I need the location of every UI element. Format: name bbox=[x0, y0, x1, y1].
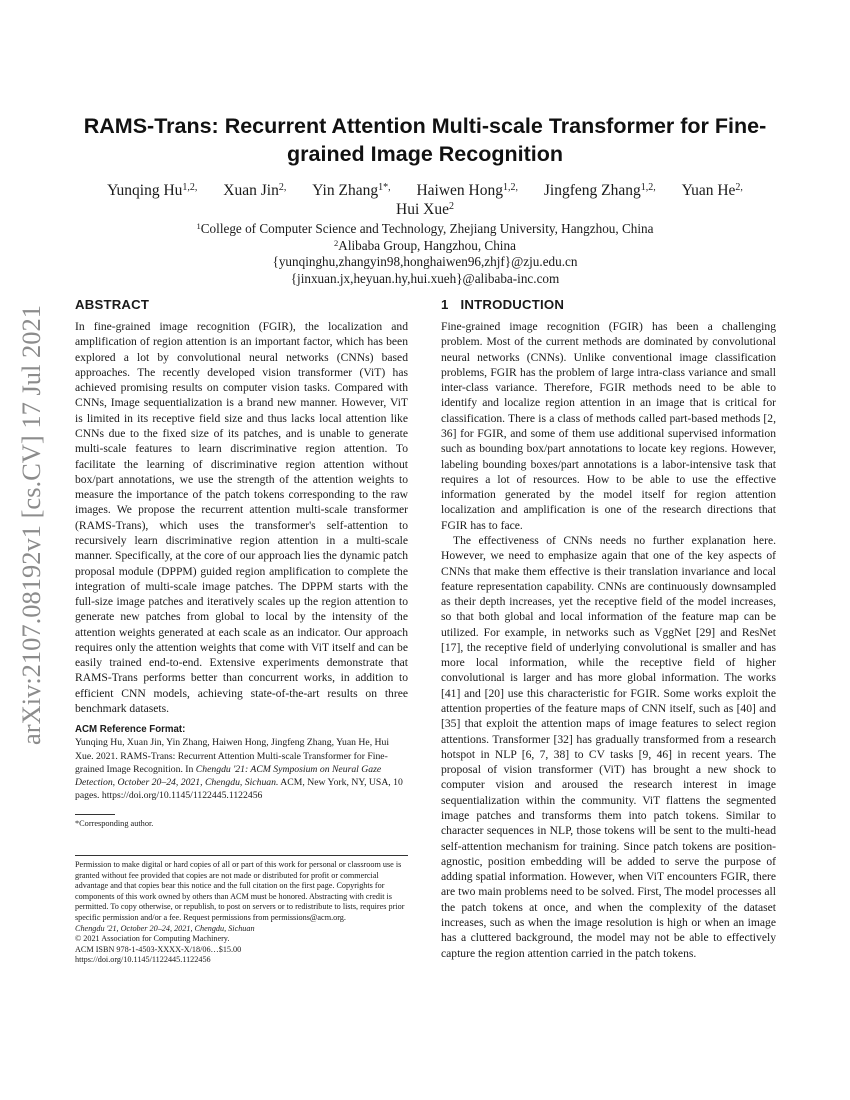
paper-title: RAMS-Trans: Recurrent Attention Multi-scale Transformer for Fine-grained Image Recognition bbox=[83, 114, 767, 166]
corresponding-author-footnote: *Corresponding author. bbox=[75, 819, 154, 829]
intro-paragraph-1: Fine-grained image recognition (FGIR) has been a challenging problem. Most of the current methods are dominated by convolutional neural networks (CNNs). Unlike conventional image classification problems, FGIR has the problem of large intra-class variance and small inter-class variance. Therefore, FGIR methods need to be able to identify and localize region attention in an image that is critical for classification. There is a class of methods called part-based methods [2, 36] for FGIR, and some of them use additional supervised information such as bounding box/part annotations to locate key regions. However, labeling bounding boxes/part annotations is a labor-intensive task that requires a lot of resources. How to be able to use the effective information generated by the model itself for region attention localization and amplification is one of the research directions that FGIR has to face. bbox=[441, 320, 776, 532]
author-name: Yuan $He^{2,}$ bbox=[681, 182, 743, 199]
author-name: Jingfeng Zhang$^{1,2,}$ bbox=[543, 182, 656, 199]
isbn-line: ACM ISBN 978-1-4503-XXXX-X/18/06…$15.00 bbox=[75, 944, 242, 954]
author-name: Yin Zhang$^{1*,}$ bbox=[312, 182, 391, 199]
author-name: Xuan Jin$^{2,}$ bbox=[223, 182, 287, 199]
acm-reference-text: Yunqing Hu, Xuan Jin, Yin Zhang, Haiwen Hong, Jingfeng Zhang, Yuan He, Hui Xue. 2021. RAMS-Trans: Recurrent Attention Multi-scale Transformer for Fine-grained Image Recognition. In Chengdu '21: ACM Symposium on Neural Gaze Detection, October 20–24, 2021, Chengdu, Sichuan. ACM, New York, NY, USA, 10 pages. https://doi.org/10.1145/1122445.1122456 bbox=[75, 737, 403, 802]
left-column bbox=[75, 297, 408, 829]
affiliation-1: $^1$College of Computer Science and Technology, Zhejiang University, Hangzhou, China bbox=[196, 221, 654, 236]
footnote-rule bbox=[75, 814, 115, 815]
acm-reference-heading: ACM Reference Format: bbox=[75, 724, 186, 736]
author-list bbox=[75, 181, 775, 219]
intro-heading: 1 INTRODUCTION bbox=[441, 297, 565, 312]
doi-line: https://doi.org/10.1145/1122445.1122456 bbox=[75, 955, 211, 965]
affiliations bbox=[75, 221, 775, 287]
email-2: {jinxuan.jx,heyuan.hy,hui.xueh}@alibaba-inc.com bbox=[290, 270, 560, 286]
arxiv-id: arXiv:2107.08192v1 [cs.CV] 17 Jul 2021 bbox=[17, 313, 46, 745]
permission-block bbox=[75, 855, 408, 966]
intro-paragraph-2: The effectiveness of CNNs needs no further explanation here. However, we need to emphasize again that one of the key aspects of CNNs that make them effective is their translation invariance and local feature representation capability. CNNs are continuously downsampled as their depth increases, yet the receptive field of the model increases, so that both global and local information of the feature map can be utilized. For example, in networks such as VggNet [29] and ResNet [17], the receptive field of underlying convolutional is smaller and has more local information, while the receptive field of higher convolutional is larger and has more global information. The works [41] and [20] use this characteristic for FGIR. Some works exploit the attention properties of the feature maps of CNN itself, such as [40] and [35] that exploit the attention maps of image features to select region attentions. Transformer [32] has gradually transformed from a research hotspot in NLP [6, 7, 38] to CV tasks [9, 46] in recent years. The proposal of vision transformer (ViT) has brought a new shock to computer vision and aroused the research interest in image sequentialization within the community. ViT flattens the segmented image patches and transforms them into patch tokens. Similar to character sequences in NLP, those tokens will be sent to the multi-head self-attention mechanism for training. Since patch tokens are position-agnostic, position embedding will be added to serve the purpose of adding spatial information. However, when ViT encounters FGIR, there are two main problems need to be solved. First, The model processes all the patch tokens at once, and when the complexity of the dataset increases, such as when the image resolution is high or when an image has a cluttered background, the model may not be able to effectively capture the region attention carried in the patch tokens. bbox=[441, 533, 776, 960]
arxiv-stamp-svg bbox=[8, 300, 52, 750]
permission-text: Permission to make digital or hard copies of all or part of this work for personal or classroom use is granted without fee provided that copies are not made or distributed for profit or commercial advantage and that copies bear this notice and the full citation on the first page. Copyrights for components of this work owned by others than ACM must be honored. Abstracting with credit is permitted. To copy otherwise, or republish, to post on servers or to redistribute to lists, requires prior specific permission and/or a fee. Request permissions from permissions@acm.org. bbox=[75, 860, 405, 922]
arxiv-stamp bbox=[8, 300, 52, 750]
abstract-heading: ABSTRACT bbox=[75, 297, 150, 312]
conference-line: Chengdu '21, October 20–24, 2021, Chengdu, Sichuan bbox=[75, 923, 255, 933]
abstract-text: In fine-grained image recognition (FGIR), the localization and amplification of region attention is an important factor, which has been explored a lot by convolutional neural networks (CNNs) based approaches. The recently developed vision transformer (ViT) has achieved promising results on computer vision tasks. Compared with CNNs, Image sequentialization is a brand new manner. However, ViT is limited in its receptive field size and thus lacks local attention like CNNs due to the fixed size of its patches, and is unable to generate multi-scale features to learn discriminative region attention. To facilitate the learning of discriminative region attention without box/part annotations, we use the strength of the attention weights to measure the importance of the patch tokens corresponding to the raw images. We propose the recurrent attention multi-scale transformer (RAMS-Trans), which uses the transformer's self-attention to recursively learn discriminative region attention in a multi-scale manner. Specifically, at the core of our approach lies the dynamic patch proposal module (DPPM) guided region amplification to complete the integration of multi-scale image patches. The DPPM starts with the full-size image patches and iteratively scales up the region attention to generate new patches from global to local by the intensity of the attention weights generated at each scale as an indicator. Our approach requires only the attention weights that come with ViT itself and can be easily trained end-to-end. Extensive experiments demonstrate that RAMS-Trans performs better than concurrent works, in addition to efficient CNN models, achieving state-of-the-art results on three benchmark datasets. bbox=[75, 320, 408, 716]
right-column bbox=[441, 297, 776, 961]
author-name: Haiwen Hong$^{1,2,}$ bbox=[416, 182, 518, 199]
affiliation-2: $^2$Alibaba Group, Hangzhou, China bbox=[334, 237, 516, 253]
author-name: Hui Xue$^2$ bbox=[396, 201, 454, 218]
copyright-line: © 2021 Association for Computing Machinery. bbox=[75, 934, 230, 944]
author-name: Yunqing $Hu^{1,2,}$ bbox=[107, 182, 198, 199]
email-1: {yunqinghu,zhangyin98,honghaiwen96,zhjf}@zju.edu.cn bbox=[272, 254, 578, 269]
